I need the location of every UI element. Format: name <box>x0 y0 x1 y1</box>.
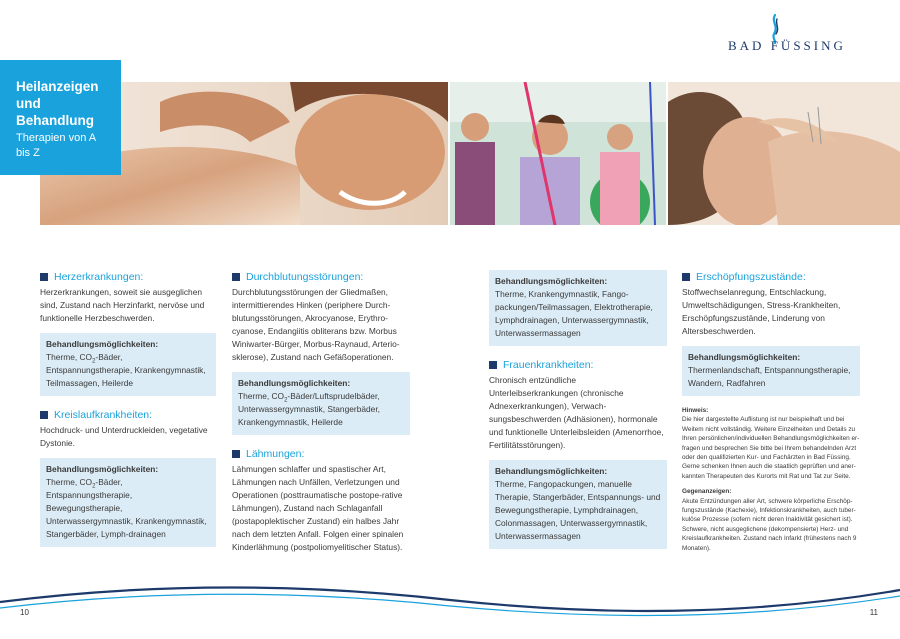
box-label: Behandlungsmöglichkeiten: <box>495 466 608 476</box>
box-durchblutungsstoerungen <box>232 372 410 435</box>
box-frauenkrankheiten <box>489 460 667 549</box>
text-kreislaufkrankheiten: Hochdruck- und Unterdruckleiden, vegetative Dystonie. <box>40 425 208 448</box>
box-label: Behandlungsmöglichkeiten: <box>46 339 159 349</box>
bottom-wave-decoration <box>0 578 900 618</box>
heading-erschoepfungszustaende: Erschöpfungszustände: <box>682 270 860 284</box>
heading-laehmungen: Lähmungen: <box>232 447 410 461</box>
hinweis-block <box>682 406 860 553</box>
box-kreislaufkrankheiten <box>40 458 216 547</box>
box-label: Behandlungsmöglichkeiten: <box>238 378 351 388</box>
box-label: Behandlungsmöglichkeiten: <box>495 276 608 286</box>
page-subtitle: Therapien von A bis Z <box>16 132 96 159</box>
column-2 <box>232 270 410 554</box>
box-label: Behandlungsmöglichkeiten: <box>688 352 801 362</box>
bullet-square-icon <box>232 450 240 458</box>
bullet-square-icon <box>40 273 48 281</box>
bullet-square-icon <box>40 411 48 419</box>
box-erschoepfungszustaende <box>682 346 860 396</box>
title-box <box>0 60 121 175</box>
hinweis-text: Die hier dargestellte Auflistung ist nur beispielhaft und bei Weitem nicht vollständig. Weitere Einzelheiten und Details zu Ihren persönlichen/individuellen Behandlungsmöglichkeiten er-fragen und besprechen Sie bitte bei Ihrem behandelnden Arzt oder den qualifizierten Kur- und Fachärzten in Bad Füssing. Gerne schenken Ihnen auch die staatlich geprüften und aner-kannten Therapeuten des Kurorts mit Rat und Tat zur Seite. <box>682 416 860 480</box>
page-number-right: 11 <box>869 608 878 617</box>
bullet-square-icon <box>489 361 497 369</box>
text-frauenkrankheiten: Chronisch entzündliche Unterleibserkrankungen (chronische Adnexerkrankungen), Verwach-sungsbeschwerden (Adhäsionen), hormonale und funktionelle Unterleibsleiden (Amenorrhoe, Fertilitätsstörungen). <box>489 375 664 450</box>
text-durchblutungsstoerungen: Durchblutungsstörungen der Gliedmaßen, intermittierendes Hinken (periphere Durch-blutungsstörungen, Akrocyanose, Erythro-cyanose, Endangiitis obliterans bzw. Morbus Winiwarter-Bürger, Morbus-Raynaud, Arterio-sklerose), Zustand nach Gefäßoperationen. <box>232 287 400 362</box>
gegenanzeigen-heading: Gegenanzeigen: <box>682 488 732 496</box>
gymnastics-photo <box>450 82 666 225</box>
box-text: Therme, $CO_2-Bäder$/Luftsprudelbäder, Unterwassergymnastik, Stangerbäder, Krankengymnastik, Heilerde <box>238 391 380 427</box>
heading-kreislaufkrankheiten: Kreislaufkrankheiten: <box>40 408 216 422</box>
acupuncture-photo <box>668 82 900 225</box>
page-title: Heilanzeigen und Behandlung <box>16 79 99 128</box>
box-text: Therme, Krankengymnastik, Fango-packungen/Teilmassagen, Elektrotherapie, Lymphdrainagen, Unterwassergymnastik, Unterwassermassagen <box>495 289 653 338</box>
bullet-square-icon <box>682 273 690 281</box>
text-laehmungen: Lähmungen schlaffer und spastischer Art, Lähmungen nach Unfällen, Verletzungen und Operationen (posttraumatische postope-rative Lähmungen), Zustand nach Schlaganfall (postapoplektischer Zustand) ein halbes Jahr nach dem letzten Anfall. Folgen einer spinalen Kinderlähmung (postpoliomyelitischer Status). <box>232 464 404 552</box>
logo-text: BAD FÜSSING <box>728 38 846 53</box>
hinweis-heading: Hinweis: <box>682 407 709 414</box>
column-3 <box>489 270 667 549</box>
column-4 <box>682 270 860 553</box>
box-text: Therme, $CO_2$-Bäder, Entspannungstherapie, Bewegungstherapie, Unterwassergymnastik, Krankengymnastik, Stangerbäder, Lymph-drainagen <box>46 477 207 539</box>
box-label: Behandlungsmöglichkeiten: <box>46 464 159 474</box>
box-text: Therme, $CO_2$-Bäder, Entspannungstherapie, Krankengymnastik, Teilmassagen, Heilerde <box>46 352 206 388</box>
bullet-square-icon <box>232 273 240 281</box>
box-text: Therme, Fangopackungen, manuelle Therapie, Stangerbäder, Entspannungs- und Bewegungstherapie, Lymphdrainagen, Colonmassagen, Unterwassergymnastik, Unterwassermassagen <box>495 479 661 541</box>
text-herzerkrankungen: Herzerkrankungen, soweit sie ausgeglichen sind, Zustand nach Herzinfarkt, nervöse und funktionelle Herzbeschwerden. <box>40 287 205 323</box>
box-col3-top <box>489 270 667 346</box>
heading-durchblutungsstoerungen: Durchblutungsstörungen: <box>232 270 410 284</box>
heading-frauenkrankheiten: Frauenkrankheiten: <box>489 358 667 372</box>
heading-herzerkrankungen: Herzerkrankungen: <box>40 270 216 284</box>
page-number-left: 10 <box>20 608 29 617</box>
box-text: Thermenlandschaft, Entspannungstherapie, Wandern, Radfahren <box>688 365 851 388</box>
box-herzerkrankungen <box>40 333 216 396</box>
text-erschoepfungszustaende: Stoffwechselanregung, Entschlackung, Umweltschädigungen, Stress-Krankheiten, Erschöpfungszustände, Linderung von Altersbeschwerden. <box>682 287 841 336</box>
gegenanzeigen-text: Akute Entzündungen aller Art, schwere körperliche Erschöp-fungszustände (Kachexie), Infektionskrankheiten, auch tuber-kulöse Prozesse (sofern nicht deren Inaktivität gesichert ist). Schwere, nicht ausgeglichene (dekompensierte) Herz- und Kreislaufkrankheiten. Zustand nach Infarkt (frühestens nach 9 Monaten). <box>682 497 857 552</box>
column-1 <box>40 270 216 547</box>
bad-fuessing-logo <box>728 14 868 58</box>
